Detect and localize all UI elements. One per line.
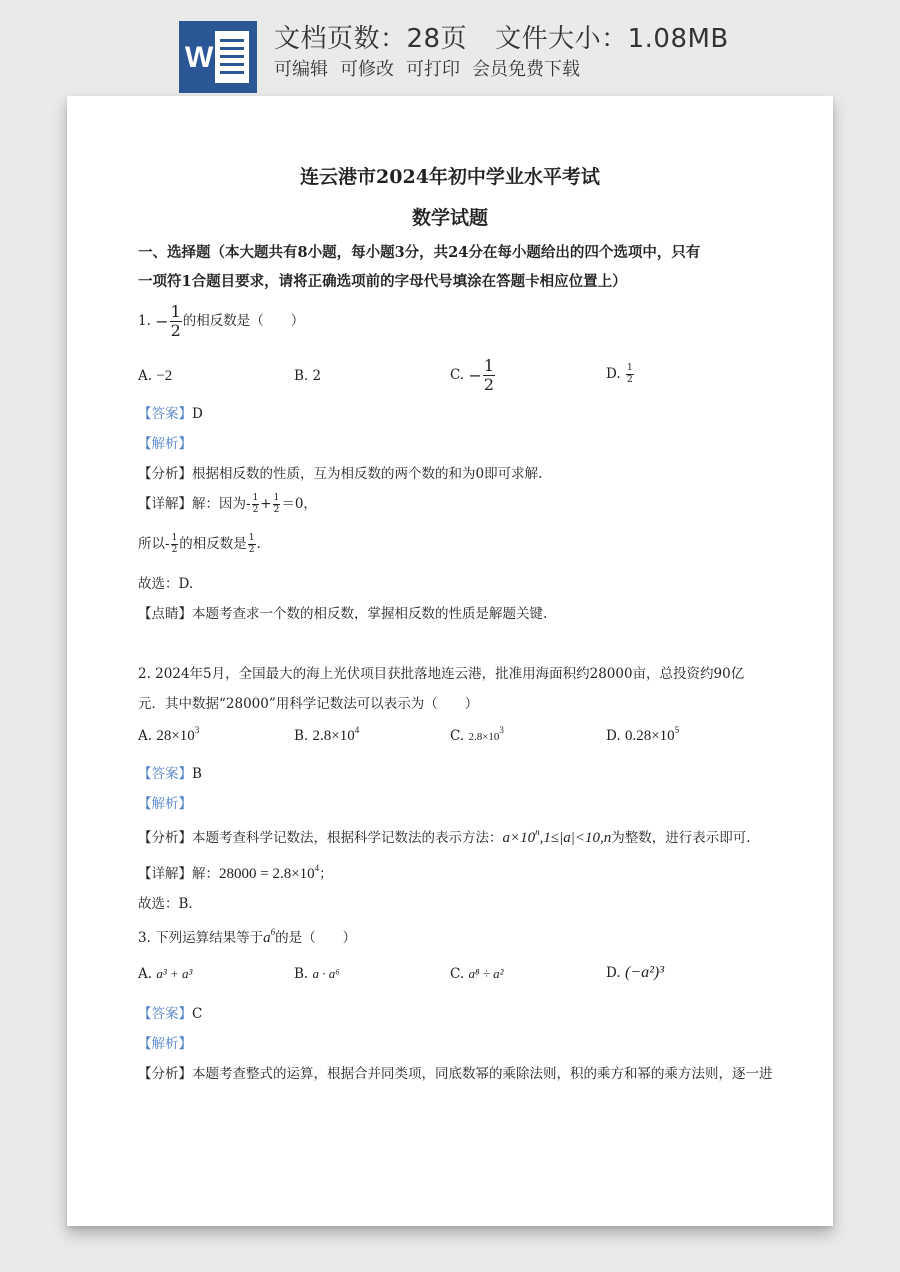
q3-answer: 【答案】C [138,1006,203,1022]
q2-analysis-tag: 【解析】 [138,796,192,812]
header-bar [0,0,900,96]
feature-item: 可修改 [340,59,394,80]
q1-fenxi: 【分析】根据相反数的性质，互为相反数的两个数的和为0即可求解. [138,466,543,482]
section-heading: 一、选择题（本大题共有8小题，每小题3分，共24分在每小题给出的四个选项中，只有 [138,244,701,261]
feature-list [274,55,592,81]
question-1-stem: 1. − $\frac{1}{2}$ 的相反数是（ ） [138,302,305,340]
q2-fenxi: 【分析】本题考查科学记数法，根据科学记数法的表示方法：$a\times 10^n,1\le|a|<10,n$为整数，进行表示即可. [138,827,751,846]
q1-option-a: A. −2 [138,368,173,384]
q1-dianjing: 【点睛】本题考查求一个数的相反数，掌握相反数的性质是解题关键. [138,606,548,622]
doc-subtitle: 数学试题 [411,207,488,229]
file-info [274,18,757,55]
q1-guxuan: 故选：D. [138,576,194,592]
doc-title: 连云港市2024年初中学业水平考试 [300,166,600,188]
feature-item: 可编辑 [274,59,328,80]
word-document-icon [179,21,257,93]
q1-xiangjie: 【详解】解：因为- $\frac{1}{2}$ + $\frac{1}{2}$ ＝0， [138,493,317,515]
q2-option-a: A. $28\times 10^3$ [138,725,200,744]
q3-option-c: C. a⁸ ÷ a² [450,966,504,982]
feature-item: 会员免费下载 [472,59,580,80]
q2-option-b: B. $2.8\times 10^4$ [294,725,360,744]
q3-fenxi: 【分析】本题考查整式的运算，根据合并同类项，同底数幂的乘除法则，积的乘方和幂的乘方法则，逐一进 [138,1066,773,1082]
q3-analysis-tag: 【解析】 [138,1036,192,1052]
q2-xiangjie: 【详解】解：$28000 = 2.8\times 10^4$； [138,863,333,882]
q1-suoyi: 所以- $\frac{1}{2}$ 的相反数是 $\frac{1}{2}$ . [138,533,261,555]
q1-option-c: C. − $\frac{1}{2}$ [450,356,495,394]
file-size: 文件大小：1.08MB [495,24,729,54]
q2-answer: 【答案】B [138,766,202,782]
section-heading-cont: 一项符1合题目要求，请将正确选项前的字母代号填涂在答题卡相应位置上） [138,273,627,290]
q3-option-d: D. (−a²)³ [606,964,664,981]
q2-guxuan: 故选：B. [138,896,193,912]
q1-analysis-tag: 【解析】 [138,436,192,452]
q1-option-d: D. $\frac{1}{2}$ [606,363,633,385]
question-2-stem: 2. 2024年5月，全国最大的海上光伏项目获批落地连云港，批准用海面积约28000亩，总投资约90亿 [138,666,745,682]
q3-option-a: A. a³ + a³ [138,966,193,982]
document-page [67,96,833,1226]
q3-option-b: B. a · a⁶ [294,966,340,982]
page-count: 文档页数：28页 [274,24,468,54]
q1-answer: 【答案】D [138,406,203,422]
svg-text:W: W [185,41,214,74]
question-2-stem-cont: 元．其中数据“28000”用科学记数法可以表示为（ ） [138,696,479,712]
q2-option-d: D. $0.28\times 10^5$ [606,725,680,744]
q2-option-c: C. $2.8\times 10^3$ [450,725,504,744]
feature-item: 可打印 [406,59,460,80]
question-3-stem: 3. 下列运算结果等于$a^6$的是（ ） [138,927,357,946]
q1-option-b: B. 2 [294,368,322,384]
